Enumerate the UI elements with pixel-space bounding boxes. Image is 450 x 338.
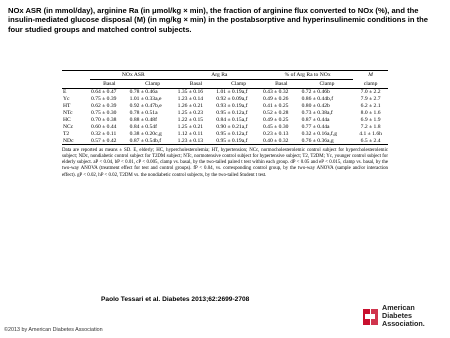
table-cell: 7.2 ± 1.8 xyxy=(360,123,381,130)
table-cell: 7.9 ± 2.7 xyxy=(360,96,381,103)
table-cell: 1.01 ± 0.19a,f xyxy=(216,89,248,96)
ada-logo-text xyxy=(382,304,425,328)
table-cell: 0.43 ± 0.32 xyxy=(262,89,289,96)
table-row xyxy=(62,130,388,137)
table-row xyxy=(62,89,388,96)
row-label: HT xyxy=(63,103,71,110)
table-cell: 6.2 ± 2.1 xyxy=(360,103,381,110)
table-cell: 0.95 ± 0.19a,f xyxy=(216,137,248,144)
table-cell: 0.76 ± 0.36a,g xyxy=(301,137,334,144)
table-cell: 0.87 ± 0.44a xyxy=(301,117,330,123)
table-cell: 0.62 ± 0.39 xyxy=(91,103,117,110)
table-row xyxy=(62,123,388,130)
table-cell: 0.41 ± 0.25 xyxy=(262,103,289,110)
table-cell: 0.73 ± 0.38a,f xyxy=(301,110,333,117)
row-label: NTc xyxy=(63,110,73,117)
table-cell: 0.95 ± 0.12a,f xyxy=(216,130,248,137)
table-cell: 0.72 ± 0.46b xyxy=(301,89,330,96)
table-cell: 1.25 ± 0.23 xyxy=(177,110,204,117)
data-table-container xyxy=(62,70,388,179)
table-cell: 1.23 ± 0.13 xyxy=(177,137,204,144)
table-row xyxy=(62,137,388,144)
sub-clamp-m: clamp xyxy=(363,80,378,87)
header-arg-ra: Arg Ra xyxy=(177,71,262,80)
sub-clamp-1: Clamp xyxy=(145,81,161,87)
ada-logo xyxy=(362,302,446,332)
table-cell: 0.84 ± 0.54f xyxy=(129,123,157,130)
data-table xyxy=(62,70,388,145)
table-cell: 0.23 ± 0.13 xyxy=(262,130,289,137)
table-cell: 0.88 ± 0.48f xyxy=(129,117,157,123)
table-cell: 1.12 ± 0.11 xyxy=(177,130,203,137)
header-pct-arg: % of Arg Ra to NOx xyxy=(262,71,353,80)
table-cell: 1.01 ± 0.33a,e xyxy=(129,96,162,103)
row-label: T2 xyxy=(63,130,70,137)
table-cell: 0.75 ± 0.30 xyxy=(91,110,117,117)
table-cell: 1.25 ± 0.21 xyxy=(177,123,204,130)
table-cell: 0.87 ± 0.54b,f xyxy=(129,137,162,144)
page-title: NOx ASR (in mmol/day), arginine Ra (in μmol/kg × min), the fraction of arginine flux converted to NOx (%), and the insulin-mediated glucose disposal (M) (in mg/kg × min) in the postabsorptive and hyperinsulinemic conditions in the four studied groups and matched control subjects. xyxy=(8,6,429,34)
table-cell: 0.32 ± 0.11 xyxy=(91,130,117,137)
table-cell: 0.64 ± 0.47 xyxy=(91,89,117,96)
table-cell: 1.26 ± 0.21 xyxy=(177,103,204,110)
table-cell: 0.84 ± 0.15a,f xyxy=(216,117,248,123)
table-cell: 0.49 ± 0.26 xyxy=(262,96,289,103)
table-row xyxy=(62,110,388,117)
sub-clamp-3: Clamp xyxy=(319,81,335,87)
table-cell: 0.78 ± 0.51a xyxy=(129,110,158,117)
table-footnote: Data are reported as means ± SD. E, elderly; HC, hypercholesterolemia; HT, hypertension; NCc, normocholesterolemic control subject for hypercholesterolemic subject; NDc, nondiabetic control subject for T2DM subject; NTc, normotensive control subject for hypertensive subject; T2, T2DM; Yc, younger control subject for elderly subject. aP < 0.04, bP < 0.01, cP < 0.005, clamp vs. basal, by the two-tailed paired t test within each group. dP < 0.05 and eP < 0.015, clamp vs. basal, by the two-way ANOVA (treatment effect for test and control groups). fP < 0.04, vs. corresponding control group, by the two-way ANOVA (sample and/or interaction effect). gP < 0.02, hP < 0.02, T2DM vs. the nondiabetic control subjects, by the two-tailed Student t test. xyxy=(62,148,388,178)
logo-line3: Association. xyxy=(382,319,425,328)
blank-header xyxy=(62,71,90,80)
logo-line1: American xyxy=(382,303,415,312)
table-cell: 0.57 ± 0.42 xyxy=(91,137,117,144)
table-cell: 0.70 ± 0.38 xyxy=(91,117,117,123)
table-cell: 8.0 ± 1.6 xyxy=(360,110,381,117)
table-cell: 0.86 ± 0.44b,f xyxy=(301,96,334,103)
header-nox-asr: NOx ASR xyxy=(90,71,177,80)
row-label: NCc xyxy=(63,123,74,130)
table-row xyxy=(62,103,388,110)
row-label: Yc xyxy=(63,96,70,103)
table-body xyxy=(62,89,388,145)
sub-basal-2: Basal xyxy=(189,81,203,87)
table-cell: 0.93 ± 0.19a,f xyxy=(216,103,248,110)
logo-line2: Diabetes xyxy=(382,311,412,320)
table-cell: 0.40 ± 0.32 xyxy=(262,137,289,144)
copyright: ©2013 by American Diabetes Association xyxy=(4,327,103,333)
sub-basal-3: Basal xyxy=(275,81,288,87)
table-cell: 7.0 ± 2.2 xyxy=(360,89,381,96)
table-cell: 1.35 ± 0.16 xyxy=(177,89,204,96)
table-cell: 0.95 ± 0.12a,f xyxy=(216,110,248,117)
table-cell: 6.5 ± 2.4 xyxy=(360,137,381,144)
row-label: E xyxy=(63,89,67,96)
table-cell: 0.90 ± 0.21a,f xyxy=(216,123,248,130)
table-cell: 0.49 ± 0.25 xyxy=(262,117,289,123)
table-cell: 0.60 ± 0.44 xyxy=(91,123,117,130)
table-cell: 0.45 ± 0.30 xyxy=(262,123,289,130)
sub-header-row xyxy=(62,80,388,89)
sub-basal-1: Basal xyxy=(103,81,116,87)
table-cell: 0.80 ± 0.42b xyxy=(301,103,330,110)
table-cell: 0.38 ± 0.20c,g xyxy=(129,130,162,137)
table-cell: 1.22 ± 0.15 xyxy=(177,117,204,123)
table-cell: 0.92 ± 0.09a,f xyxy=(216,96,248,103)
ada-logo-icon xyxy=(362,306,379,328)
table-row xyxy=(62,117,388,124)
group-header-row xyxy=(62,71,388,80)
citation: Paolo Tessari et al. Diabetes 2013;62:2699-2708 xyxy=(101,296,250,303)
table-cell: 4.1 ± 1.6h xyxy=(359,130,382,137)
sub-clamp-2: Clamp xyxy=(231,81,247,87)
table-cell: 1.23 ± 0.14 xyxy=(177,96,204,103)
table-cell: 0.78 ± 0.46a xyxy=(129,89,158,96)
row-label: HC xyxy=(63,117,71,123)
header-m: M xyxy=(368,72,373,79)
table-cell: 0.92 ± 0.47b,e xyxy=(129,103,162,110)
table-cell: 0.77 ± 0.44a xyxy=(301,123,330,130)
table-cell: 0.52 ± 0.28 xyxy=(262,110,289,117)
row-label: NDc xyxy=(63,137,74,144)
table-cell: 0.75 ± 0.39 xyxy=(91,96,117,103)
table-row xyxy=(62,96,388,103)
table-cell: 6.9 ± 1.9 xyxy=(360,117,381,123)
table-cell: 0.32 ± 0.16a,f,g xyxy=(301,130,337,137)
